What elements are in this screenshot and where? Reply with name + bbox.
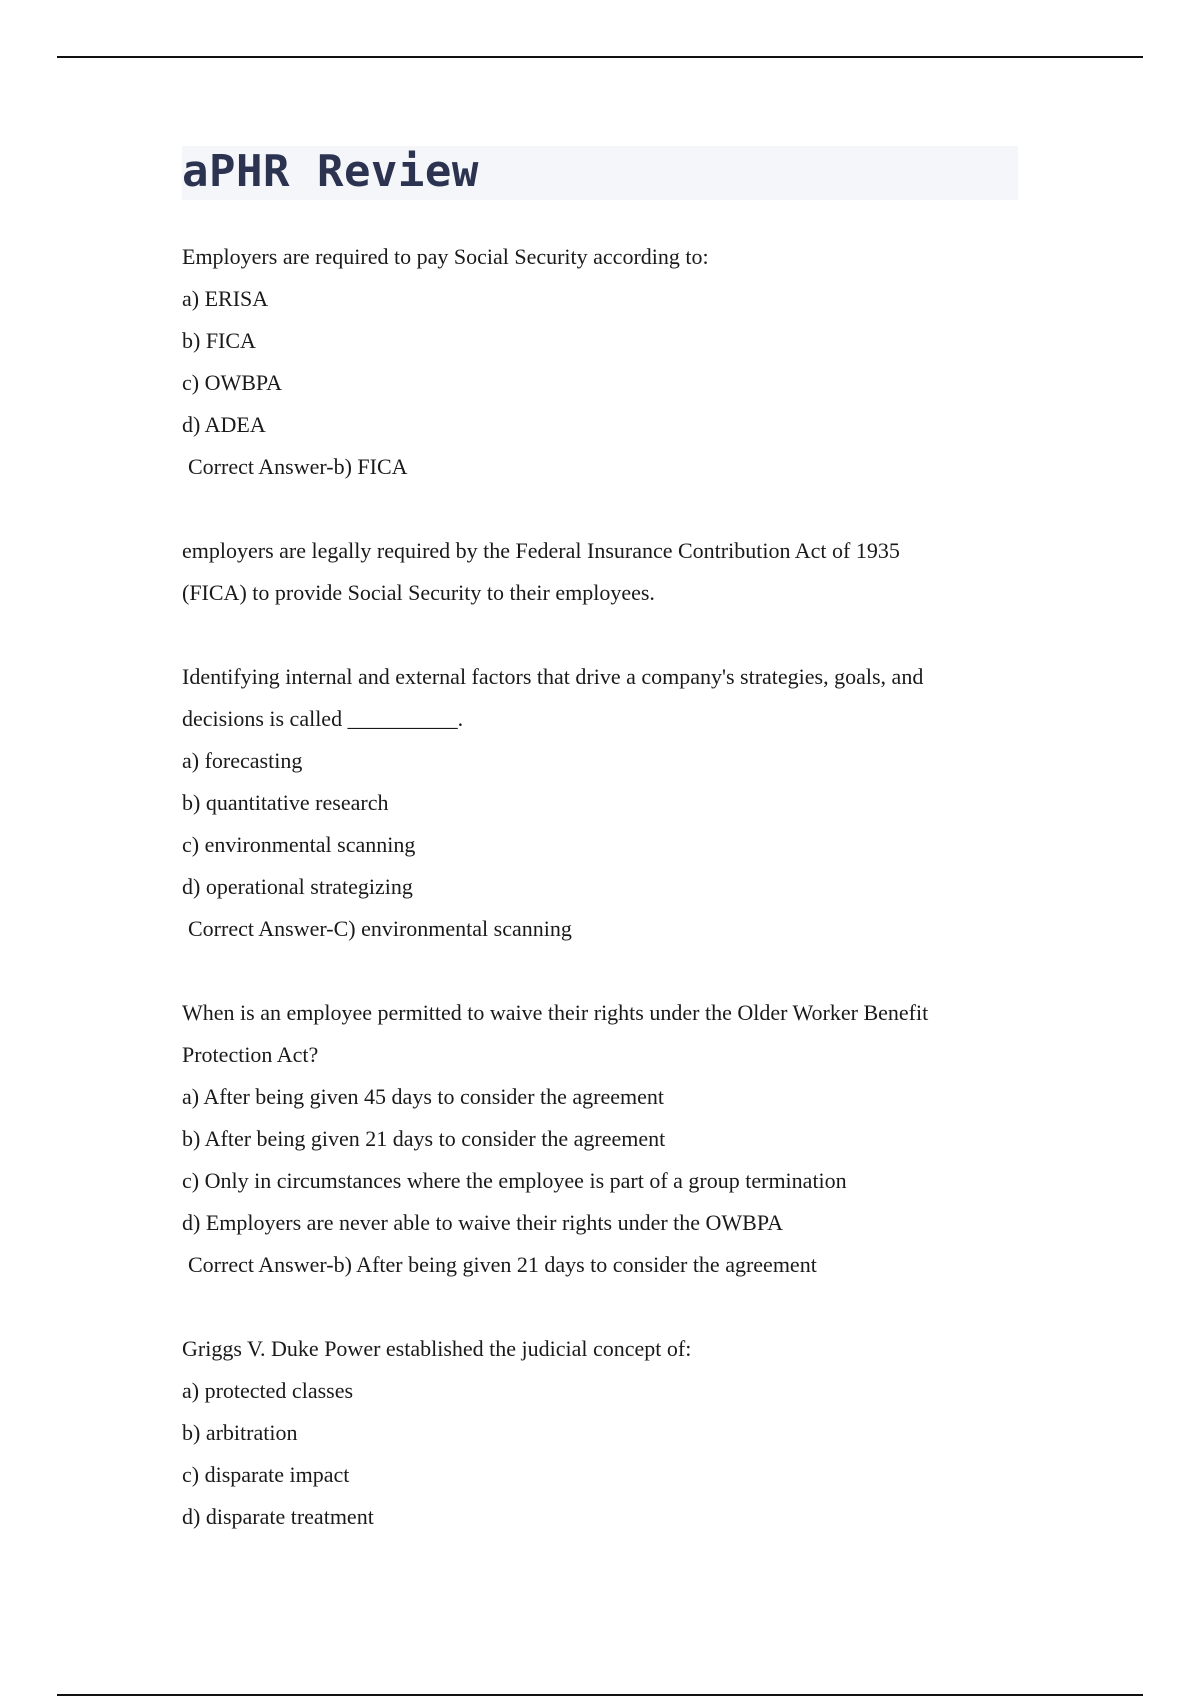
question-4-option-c: c) disparate impact xyxy=(182,1462,350,1487)
question-3-option-a: a) After being given 45 days to consider the agreement xyxy=(182,1084,665,1109)
question-4-option-d: d) disparate treatment xyxy=(182,1504,374,1529)
question-2-option-a: a) forecasting xyxy=(182,748,303,773)
question-3-answer: Correct Answer-b) After being given 21 days to consider the agreement xyxy=(188,1252,817,1277)
spacer xyxy=(182,1286,1022,1328)
question-4-option-a: a) protected classes xyxy=(182,1378,354,1403)
question-2 xyxy=(182,656,1022,950)
question-1 xyxy=(182,236,1022,488)
question-4 xyxy=(182,1328,1022,1538)
question-1-option-d: d) ADEA xyxy=(182,412,266,437)
question-3-option-c: c) Only in circumstances where the employee is part of a group termination xyxy=(182,1168,847,1193)
question-2-answer: Correct Answer-C) environmental scanning xyxy=(188,916,572,941)
explanation-paragraph xyxy=(182,530,1022,614)
page-title: aPHR Review xyxy=(182,146,479,197)
spacer xyxy=(182,488,1022,530)
question-1-option-a: a) ERISA xyxy=(182,286,269,311)
top-rule xyxy=(57,56,1143,58)
question-1-option-c: c) OWBPA xyxy=(182,370,283,395)
document-body xyxy=(182,236,1022,1538)
question-1-answer: Correct Answer-b) FICA xyxy=(188,454,408,479)
bottom-rule xyxy=(57,1694,1143,1696)
question-2-option-d: d) operational strategizing xyxy=(182,874,413,899)
question-3-prompt-line-2: Protection Act? xyxy=(182,1042,319,1067)
question-3-option-d: d) Employers are never able to waive their rights under the OWBPA xyxy=(182,1210,783,1235)
question-3-prompt-line-1: When is an employee permitted to waive their rights under the Older Worker Benefit xyxy=(182,1000,929,1025)
question-2-prompt-line-2: decisions is called __________. xyxy=(182,706,464,731)
question-2-prompt-line-1: Identifying internal and external factors that drive a company's strategies, goals, and xyxy=(182,664,924,689)
question-4-prompt: Griggs V. Duke Power established the judicial concept of: xyxy=(182,1336,692,1361)
question-4-option-b: b) arbitration xyxy=(182,1420,298,1445)
explanation-line-2: (FICA) to provide Social Security to their employees. xyxy=(182,580,655,605)
explanation-line-1: employers are legally required by the Federal Insurance Contribution Act of 1935 xyxy=(182,538,900,563)
question-2-option-c: c) environmental scanning xyxy=(182,832,416,857)
question-3-option-b: b) After being given 21 days to consider the agreement xyxy=(182,1126,666,1151)
question-1-prompt: Employers are required to pay Social Security according to: xyxy=(182,244,709,269)
question-1-option-b: b) FICA xyxy=(182,328,256,353)
question-2-option-b: b) quantitative research xyxy=(182,790,389,815)
spacer xyxy=(182,614,1022,656)
spacer xyxy=(182,950,1022,992)
question-3 xyxy=(182,992,1022,1286)
